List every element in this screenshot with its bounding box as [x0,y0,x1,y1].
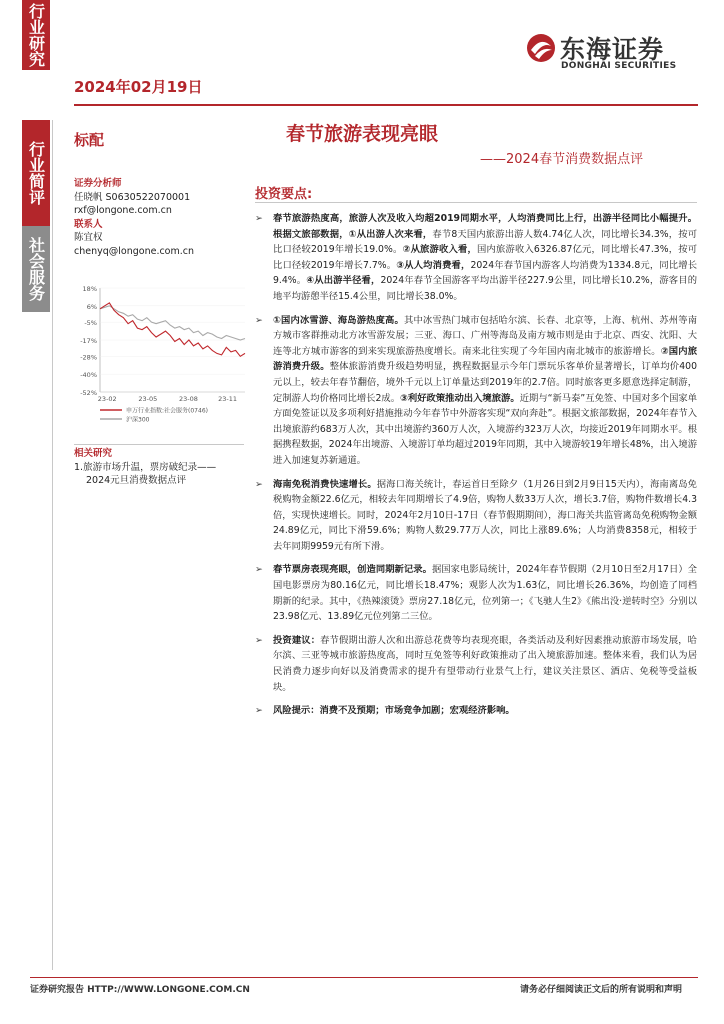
footer-disclaimer: 请务必仔细阅读正文后的所有说明和声明 [520,985,683,995]
bullet-icon: ➢ [255,705,263,717]
x-tick-label: 23-11 [218,395,238,403]
footer-divider [30,977,698,978]
related-line-2[interactable]: 2024元旦消费数据点评 [86,475,187,486]
series-line-0 [100,303,245,356]
legend-label: 沪深300 [126,416,150,424]
side-tab-social-services [22,226,50,312]
paragraph-tourism-heat: ➢ 春节旅游热度高，旅游人次及收入均超2019同期水平，人均消费同比上行，出游半径同比小幅提升。根据文旅部数据，①从出游人次来看，春节8天国内旅游出游人数4.74亿人次，同比增长34.3%，按可比口径较2019年增长19.0%。②从旅游收入看，国内旅游收入6326.87亿元，同比增长47.3%，按可比口径较2019年增长7.7%。③从人均消费看，2024年春节国内游客人均消费为1334.8元，同比增长9.4%。④从出游半径看，2024年春节全国游客平均出游半径227.9公里，同比增长10.2%，游客目的地平均游憩半径15.4公里，同比增长38.0%。 [255,213,698,302]
analyst-email[interactable]: rxf@longone.com.cn [74,205,172,216]
contact-label: 联系人 [74,218,103,230]
key-points-divider [255,202,697,203]
paragraph-domestic-travel: ➢ ①国内冰雪游、海岛游热度高。其中冰雪热门城市包括哈尔滨、长春、北京等，上海、杭州、苏州等南方城市客群推动北方冰雪游发展；三亚、海口、广州等海岛及南方城市则是由于北京、西安、沈阳、大连等北方城市游客的到来实现旅游热度增长。南来北往实现了今年国内南北城市的旅游增长。②国内旅游消费升级。整体旅游消费升级趋势明显，携程数据显示今年门票玩乐客单价显著增长，订单均价400元以上，较去年春节翻倍，境外千元以上订单量达到2019年的2.7倍。同时旅客更多愿意选择定制游，定制游人均价格同比增长2成。③利好政策推动出入境旅游。近期与“新马泰”互免签、中国对多个国家单方面免签证以及多项利好措施推动今年春节中外游客实现“双向奔赴”。根据文旅部数据，2024年春节入出境旅游约683万人次，其中出境游约360万人次，入境游约323万人次，均接近2019年同期水平。根据携程数据，2024年出境游、入境游订单均超过2019年同期，其中入境游较19年增长48%，出入境游进入加速复苏新通道。 [255,314,698,466]
logo-text-en: DONGHAI SECURITIES [561,61,677,71]
industry-rating: 标配 [74,131,105,149]
y-tick-label: -17% [80,337,97,345]
side-tab-social-services-label: 社会服务 [26,237,46,301]
y-tick-label: -5% [84,319,97,328]
footer-website[interactable]: 证券研究报告 HTTP://WWW.LONGONE.COM.CN [30,985,250,995]
x-tick-label: 23-08 [179,395,198,403]
report-date: 2024年02月19日 [74,78,203,96]
bullet-icon: ➢ [255,478,263,490]
left-divider-line [52,120,53,970]
series-line-1 [100,306,245,340]
bullet-icon: ➢ [255,213,263,224]
logo-text-cn: 东海证券 [560,35,665,64]
report-title: 春节旅游表现亮眼 [285,123,438,145]
y-tick-label: 6% [86,302,97,311]
related-divider [74,444,244,445]
report-subtitle: ——2024春节消费数据点评 [480,152,644,167]
paragraph-box-office: ➢ 春节票房表现亮眼，创造同期新记录。据国家电影局统计，2024年春节假期（2月10日至2月17日）全国电影票房为80.16亿元，同比增长18.47%；观影人次为1.63亿，同比增长26.36%，均创造了同档期新的纪录。其中，《热辣滚烫》票房27.18亿元，位列第一；《飞驰人生2》《熊出没·逆转时空》分别以23.98亿元、13.89亿元位列第二三位。 [255,564,697,623]
analyst-name: 任晓帆 S0630522070001 [74,191,191,203]
x-tick-label: 23-02 [97,395,117,403]
donghai-logo-icon [525,32,557,64]
legend-label: 申万行业指数:社会服务(0746) [126,407,208,415]
header-divider [74,104,698,106]
side-tab-industry-brief-label: 行业简评 [26,141,46,205]
report-type-tab [22,0,50,70]
index-performance-chart [70,280,250,430]
related-label: 相关研究 [74,448,113,459]
bullet-icon: ➢ [255,634,263,646]
bullet-icon: ➢ [255,314,263,326]
key-points-body [255,211,697,727]
paragraph-hainan-duty-free: ➢ 海南免税消费快速增长。据海口海关统计，春运首日至除夕（1月26日到2月9日15天内），海南离岛免税购物金额22.6亿元，相较去年同期增长了4.9倍，购物人数33万人次，增长3.7倍，购物件数增长4.3倍，实现快速增长。同时，2024年2月10日-17日（春节假期期间），海口海关共监管离岛免税购物金额24.89亿元，同比下滑59.6%；购物人数29.77万人次，同比上涨89.6%；人均消费8358元，相较于去年同期9959元有所下滑。 [255,478,697,552]
paragraph-risk-warning: ➢ 风险提示：消费不及预期；市场竞争加剧；宏观经济影响。 [255,703,697,719]
y-tick-label: -28% [80,353,97,362]
bullet-icon: ➢ [255,564,263,576]
related-line-1[interactable]: 1.旅游市场升温，票房破纪录—— [74,461,217,473]
related-research-block [74,447,216,488]
x-tick-label: 23-05 [138,395,158,403]
analyst-label: 证券分析师 [74,178,122,189]
analyst-block [74,177,194,258]
contact-name: 陈宜权 [74,232,103,243]
paragraph-investment-advice: ➢ 投资建议：春节假期出游人次和出游总花费等均表现亮眼，各类活动及利好因素推动旅游市场发展，哈尔滨、三亚等城市旅游热度高，同时互免签等利好政策推动了出入境旅游加速。整体来看，我们认为居民消费力逐步向好以及消费需求的提升有望带动行业景气上行，建议关注景区、酒店、免税等受益板块。 [255,634,697,693]
contact-email[interactable]: chenyq@longone.com.cn [74,245,195,257]
y-tick-label: -40% [80,371,97,380]
report-type-label: 行业研究 [26,3,46,67]
y-tick-label: -52% [80,389,97,397]
key-points-heading: 投资要点: [255,187,313,202]
y-tick-label: 18% [82,285,97,293]
